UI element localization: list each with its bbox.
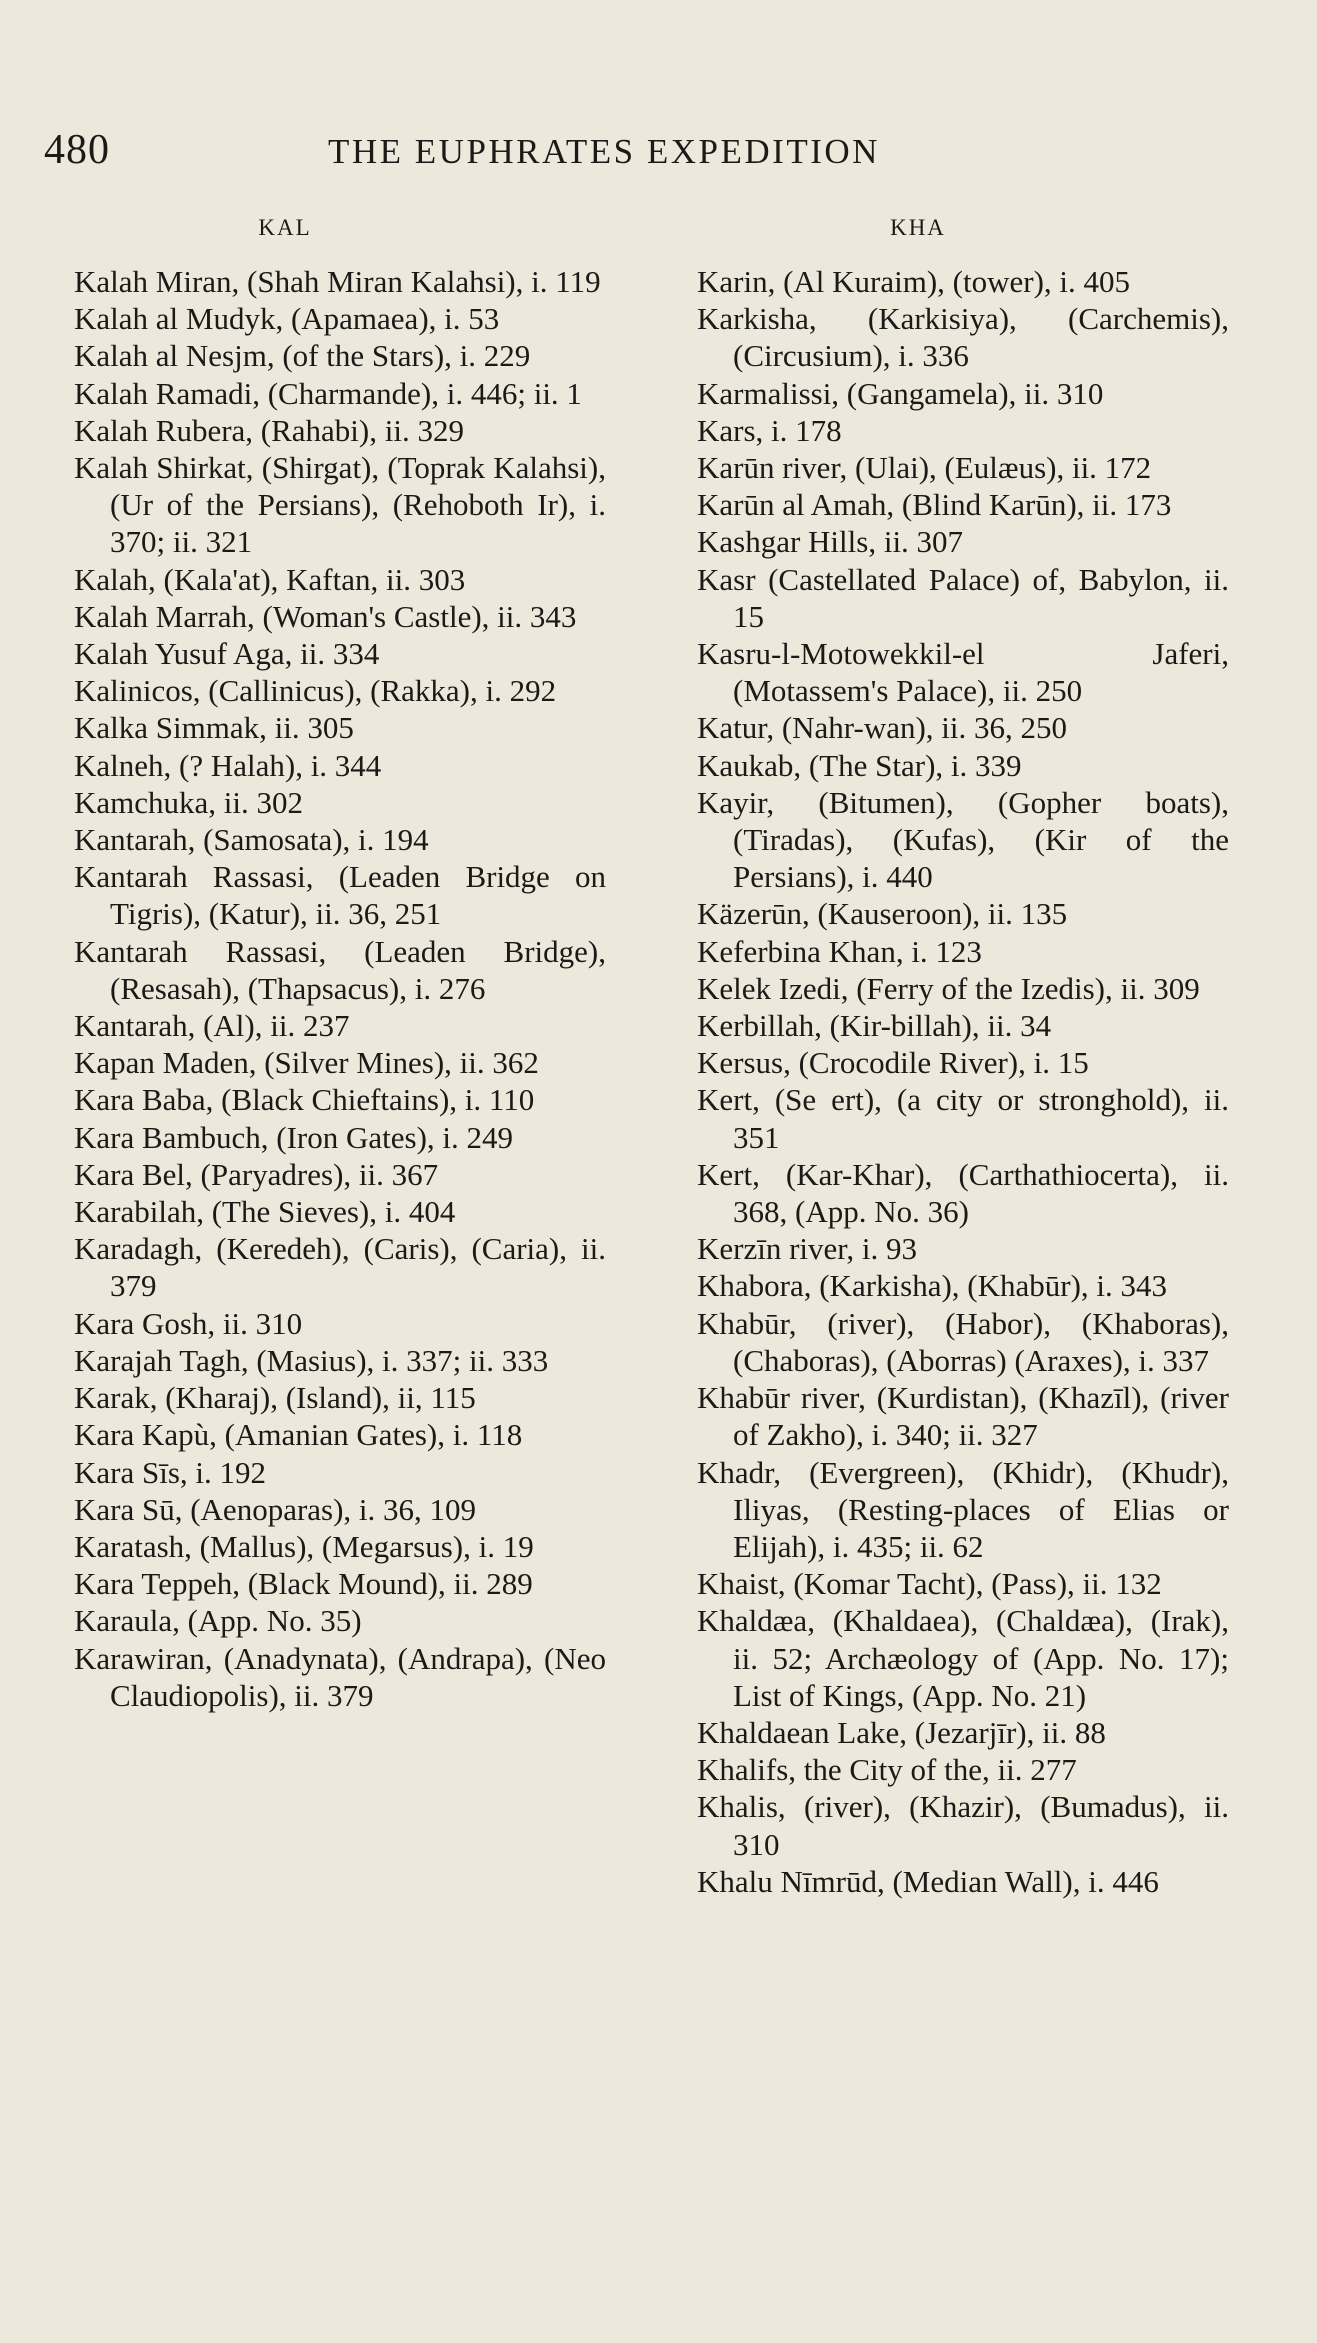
- page-number: 480: [44, 127, 110, 173]
- index-entry: Karūn river, (Ulai), (Eulæus), ii. 172: [697, 450, 1152, 486]
- index-entry: Kapan Maden, (Silver Mines), ii. 362: [74, 1045, 539, 1081]
- index-column-right: [697, 213, 1229, 1900]
- index-entry: Kalah Shirkat, (Shirgat), (Toprak Kalahsi), (Ur of the Persians), (Rehoboth Ir), i. 370; ii. 321: [74, 450, 606, 560]
- index-entry: Kert, (Kar-Khar), (Carthathiocerta), ii. 368, (App. No. 36): [697, 1156, 1229, 1230]
- entry-list: [697, 263, 1229, 1900]
- index-entry: Kara Sīs, i. 192: [74, 1454, 267, 1490]
- index-entry: Kantarah Rassasi, (Leaden Bridge), (Resasah), (Thapsacus), i. 276: [74, 933, 606, 1006]
- index-entry: Kashgar Hills, ii. 307: [697, 524, 964, 560]
- index-entry: Karaula, (App. No. 35): [74, 1603, 362, 1639]
- index-entry: Khalu Nīmrūd, (Median Wall), i. 446: [697, 1863, 1159, 1899]
- index-entry: Kaukab, (The Star), i. 339: [697, 747, 1022, 783]
- index-entry: Kersus, (Crocodile River), i. 15: [697, 1045, 1089, 1081]
- index-entry: Kalah Yusuf Aga, ii. 334: [74, 636, 380, 672]
- running-head-title: THE EUPHRATES EXPEDITION: [328, 132, 880, 171]
- index-entry: Karin, (Al Kuraim), (tower), i. 405: [697, 264, 1131, 299]
- index-entry: Khabūr, (river), (Habor), (Khaboras), (Chaboras), (Aborras) (Araxes), i. 337: [697, 1305, 1229, 1378]
- index-entry: Kasru-l-Motowekkil-el Jaferi, (Motassem's Palace), ii. 250: [697, 636, 1229, 709]
- index-entry: Khaldæa, (Khaldaea), (Chaldæa), (Irak), ii. 52; Archæology of (App. No. 17); List of Kings, (App. No. 21): [697, 1603, 1229, 1713]
- index-entry: Käzerūn, (Kauseroon), ii. 135: [697, 896, 1068, 932]
- index-entry: Keferbina Khan, i. 123: [697, 933, 982, 969]
- index-entry: Kalka Simmak, ii. 305: [74, 710, 354, 746]
- index-entry: Khalifs, the City of the, ii. 277: [697, 1752, 1077, 1788]
- index-entry: Khalis, (river), (Khazir), (Bumadus), ii. 310: [697, 1789, 1229, 1862]
- index-entry: Kara Sū, (Aenoparas), i. 36, 109: [74, 1491, 477, 1527]
- index-entry: Kalah Marrah, (Woman's Castle), ii. 343: [74, 598, 577, 634]
- index-entry: Karadagh, (Keredeh), (Caris), (Caria), ii. 379: [74, 1231, 606, 1304]
- index-entry: Kasr (Castellated Palace) of, Babylon, ii. 15: [697, 561, 1229, 634]
- index-entry: Katur, (Nahr-wan), ii. 36, 250: [697, 710, 1068, 746]
- column-heading: KAL: [258, 215, 312, 240]
- index-entry: Khabūr river, (Kurdistan), (Khazīl), (river of Zakho), i. 340; ii. 327: [697, 1380, 1229, 1453]
- index-entry: Kerbillah, (Kir-billah), ii. 34: [697, 1008, 1052, 1044]
- index-entry: Kalah Rubera, (Rahabi), ii. 329: [74, 412, 464, 448]
- column-heading: KHA: [890, 215, 946, 240]
- index-entry: Kelek Izedi, (Ferry of the Izedis), ii. 309: [697, 970, 1200, 1006]
- index-entry: Karkisha, (Karkisiya), (Carchemis), (Circusium), i. 336: [697, 301, 1229, 374]
- index-entry: Karawiran, (Anadynata), (Andrapa), (Neo Claudiopolis), ii. 379: [74, 1640, 606, 1713]
- index-entry: Khaist, (Komar Tacht), (Pass), ii. 132: [697, 1566, 1162, 1602]
- entry-list: [74, 263, 606, 1714]
- index-entry: Karūn al Amah, (Blind Karūn), ii. 173: [697, 487, 1172, 523]
- index-entry: Kars, i. 178: [697, 412, 842, 448]
- index-entry: Kalneh, (? Halah), i. 344: [74, 747, 382, 783]
- index-entry: Kara Gosh, ii. 310: [74, 1305, 303, 1341]
- index-entry: Kantarah Rassasi, (Leaden Bridge on Tigris), (Katur), ii. 36, 251: [74, 859, 606, 932]
- index-entry: Kara Bel, (Paryadres), ii. 367: [74, 1156, 439, 1192]
- index-entry: Kara Bambuch, (Iron Gates), i. 249: [74, 1119, 514, 1155]
- index-entry: Karmalissi, (Gangamela), ii. 310: [697, 375, 1104, 411]
- index-entry: Karajah Tagh, (Masius), i. 337; ii. 333: [74, 1342, 549, 1378]
- index-entry: Kara Teppeh, (Black Mound), ii. 289: [74, 1566, 533, 1602]
- index-entry: Kerzīn river, i. 93: [697, 1231, 917, 1267]
- index-column-left: [74, 213, 606, 1714]
- index-entry: Kalah al Nesjm, (of the Stars), i. 229: [74, 338, 531, 374]
- index-entry: Kalah, (Kala'at), Kaftan, ii. 303: [74, 561, 466, 597]
- index-entry: Kalah Miran, (Shah Miran Kalahsi), i. 119: [74, 264, 601, 299]
- index-entry: Karabilah, (The Sieves), i. 404: [74, 1194, 456, 1230]
- index-entry: Kalah al Mudyk, (Apamaea), i. 53: [74, 301, 500, 337]
- index-entry: Kantarah, (Al), ii. 237: [74, 1008, 350, 1044]
- index-entry: Kara Baba, (Black Chieftains), i. 110: [74, 1082, 535, 1118]
- index-entry: Kamchuka, ii. 302: [74, 784, 304, 820]
- index-entry: Kara Kapù, (Amanian Gates), i. 118: [74, 1417, 523, 1453]
- index-entry: Kantarah, (Samosata), i. 194: [74, 822, 429, 858]
- index-entry: Khaldaean Lake, (Jezarjīr), ii. 88: [697, 1714, 1106, 1750]
- index-entry: Kalah Ramadi, (Charmande), i. 446; ii. 1: [74, 375, 582, 411]
- index-entry: Kalinicos, (Callinicus), (Rakka), i. 292: [74, 673, 557, 709]
- index-entry: Karatash, (Mallus), (Megarsus), i. 19: [74, 1528, 534, 1564]
- index-entry: Karak, (Kharaj), (Island), ii, 115: [74, 1380, 476, 1416]
- index-entry: Kayir, (Bitumen), (Gopher boats), (Tiradas), (Kufas), (Kir of the Persians), i. 440: [697, 784, 1229, 895]
- index-entry: Khadr, (Evergreen), (Khidr), (Khudr), Iliyas, (Resting-places of Elias or Elijah), i. 435; ii. 62: [697, 1454, 1229, 1564]
- index-entry: Kert, (Se ert), (a city or stronghold), ii. 351: [697, 1082, 1229, 1155]
- index-entry: Khabora, (Karkisha), (Khabūr), i. 343: [697, 1268, 1168, 1304]
